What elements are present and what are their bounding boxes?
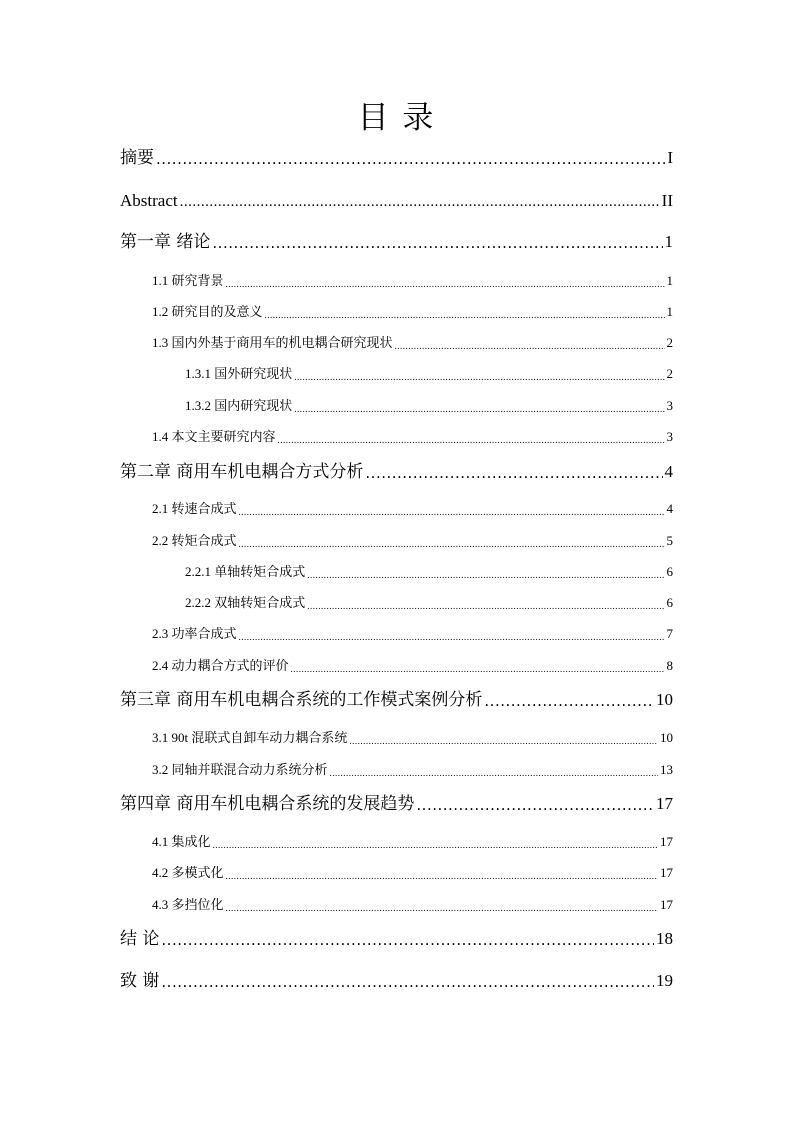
toc-entry[interactable] xyxy=(152,265,673,289)
toc-entry[interactable] xyxy=(152,493,673,517)
toc-entry[interactable] xyxy=(120,686,673,710)
toc-entry-label: 1.3 国内外基于商用车的机电耦合研究现状 xyxy=(152,335,393,350)
toc-page-number: 2 xyxy=(666,335,673,350)
toc-page-number: 5 xyxy=(666,533,673,548)
toc-page-number: 4 xyxy=(664,462,673,481)
toc-entry[interactable] xyxy=(152,857,673,881)
toc-title: 目 录 xyxy=(357,100,436,136)
toc-page-number: 1 xyxy=(666,273,673,288)
toc-entry-label: 1.3.2 国内研究现状 xyxy=(185,398,293,413)
toc-entry[interactable] xyxy=(185,358,673,382)
toc-dot-leader xyxy=(239,536,665,549)
toc-entry[interactable] xyxy=(185,390,673,414)
toc-entry[interactable] xyxy=(185,556,673,580)
toc-dot-leader xyxy=(349,733,658,746)
toc-page-number: 3 xyxy=(666,429,673,444)
toc-dot-leader xyxy=(156,151,665,168)
toc-dot-leader xyxy=(180,194,660,211)
toc-page-number: 18 xyxy=(656,929,673,948)
toc-entry-label: 第一章 绪论 xyxy=(120,232,211,252)
toc-page-number: 10 xyxy=(660,730,673,745)
toc-entry-label: 第三章 商用车机电耦合系统的工作模式案例分析 xyxy=(120,690,483,710)
toc-dot-leader xyxy=(395,338,665,351)
toc-dot-leader xyxy=(484,693,654,710)
toc-dot-leader xyxy=(307,567,664,580)
toc-entry[interactable] xyxy=(152,826,673,850)
toc-entry-label: 4.3 多挡位化 xyxy=(152,897,224,912)
toc-entry-label: 第二章 商用车机电耦合方式分析 xyxy=(120,462,364,482)
toc-page-number: 3 xyxy=(666,398,673,413)
toc-entry-label: 1.4 本文主要研究内容 xyxy=(152,429,276,444)
toc-page-number: 8 xyxy=(666,658,673,673)
toc-dot-leader xyxy=(416,797,654,814)
toc-page-number: I xyxy=(667,148,673,167)
toc-entry-label: Abstract xyxy=(120,191,178,210)
toc-entry[interactable] xyxy=(152,525,673,549)
toc-entry[interactable] xyxy=(120,458,673,482)
toc-entry-label: 结 论 xyxy=(120,929,160,949)
toc-dot-leader xyxy=(212,235,662,252)
toc-entry-label: 4.1 集成化 xyxy=(152,834,211,849)
toc-entry-label: 2.2.1 单轴转矩合成式 xyxy=(185,564,306,579)
toc-entry[interactable] xyxy=(120,967,673,991)
toc-entry[interactable] xyxy=(152,889,673,913)
toc-entry-label: 2.4 动力耦合方式的评价 xyxy=(152,658,289,673)
toc-page-number: 17 xyxy=(660,834,673,849)
toc-dot-leader xyxy=(226,900,658,913)
toc-dot-leader xyxy=(307,598,664,611)
toc-dot-leader xyxy=(278,432,665,445)
toc-page-number: 6 xyxy=(666,564,673,579)
toc-entry[interactable] xyxy=(152,296,673,320)
toc-page-number: 1 xyxy=(664,232,673,251)
toc-dot-leader xyxy=(239,504,665,517)
toc-dot-leader xyxy=(239,629,665,642)
toc-entry[interactable] xyxy=(120,925,673,949)
toc-entry-label: 第四章 商用车机电耦合系统的发展趋势 xyxy=(120,794,415,814)
toc-page-number: 7 xyxy=(666,626,673,641)
toc-entry-label: 1.3.1 国外研究现状 xyxy=(185,366,293,381)
toc-entry-label: 4.2 多模式化 xyxy=(152,865,224,880)
toc-dot-leader xyxy=(161,974,654,991)
toc-entry-label: 摘要 xyxy=(120,148,154,168)
toc-entry[interactable] xyxy=(185,587,673,611)
toc-page-number: II xyxy=(661,191,673,210)
toc-entry[interactable] xyxy=(152,722,673,746)
toc-entry-label: 2.3 功率合成式 xyxy=(152,626,237,641)
toc-entry[interactable] xyxy=(152,754,673,778)
toc-entry-label: 1.1 研究背景 xyxy=(152,273,224,288)
toc-page-number: 19 xyxy=(656,971,673,990)
toc-entry-label: 2.1 转速合成式 xyxy=(152,501,237,516)
toc-entry-label: 致 谢 xyxy=(120,971,160,991)
toc-entry[interactable] xyxy=(120,187,673,211)
toc-page-number: 17 xyxy=(656,794,673,813)
toc-entry[interactable] xyxy=(152,327,673,351)
toc-page-number: 17 xyxy=(660,865,673,880)
toc-entry[interactable] xyxy=(152,421,673,445)
toc-entry-label: 2.2.2 双轴转矩合成式 xyxy=(185,595,306,610)
toc-page-number: 1 xyxy=(666,304,673,319)
toc-entry[interactable] xyxy=(120,228,673,252)
toc-dot-leader xyxy=(294,401,664,414)
toc-entry-label: 2.2 转矩合成式 xyxy=(152,533,237,548)
toc-page-number: 4 xyxy=(666,501,673,516)
toc-dot-leader xyxy=(213,837,658,850)
toc-dot-leader xyxy=(161,932,654,949)
toc-dot-leader xyxy=(291,661,665,674)
toc-page-number: 2 xyxy=(666,366,673,381)
toc-dot-leader xyxy=(265,307,665,320)
toc-dot-leader xyxy=(226,868,658,881)
toc-page-number: 13 xyxy=(660,762,673,777)
toc-entry[interactable] xyxy=(120,790,673,814)
toc-entry-label: 1.2 研究目的及意义 xyxy=(152,304,263,319)
toc-entry-label: 3.1 90t 混联式自卸车动力耦合系统 xyxy=(152,730,348,745)
toc-entry[interactable] xyxy=(120,144,673,168)
toc-dot-leader xyxy=(294,369,664,382)
toc-page-number: 17 xyxy=(660,897,673,912)
toc-page-number: 6 xyxy=(666,595,673,610)
toc-dot-leader xyxy=(226,276,665,289)
toc-page-number: 10 xyxy=(656,690,673,709)
toc-entry-label: 3.2 同轴并联混合动力系统分析 xyxy=(152,762,328,777)
toc-dot-leader xyxy=(365,465,662,482)
toc-dot-leader xyxy=(330,765,658,778)
toc-entry[interactable] xyxy=(152,618,673,642)
toc-entry[interactable] xyxy=(152,650,673,674)
